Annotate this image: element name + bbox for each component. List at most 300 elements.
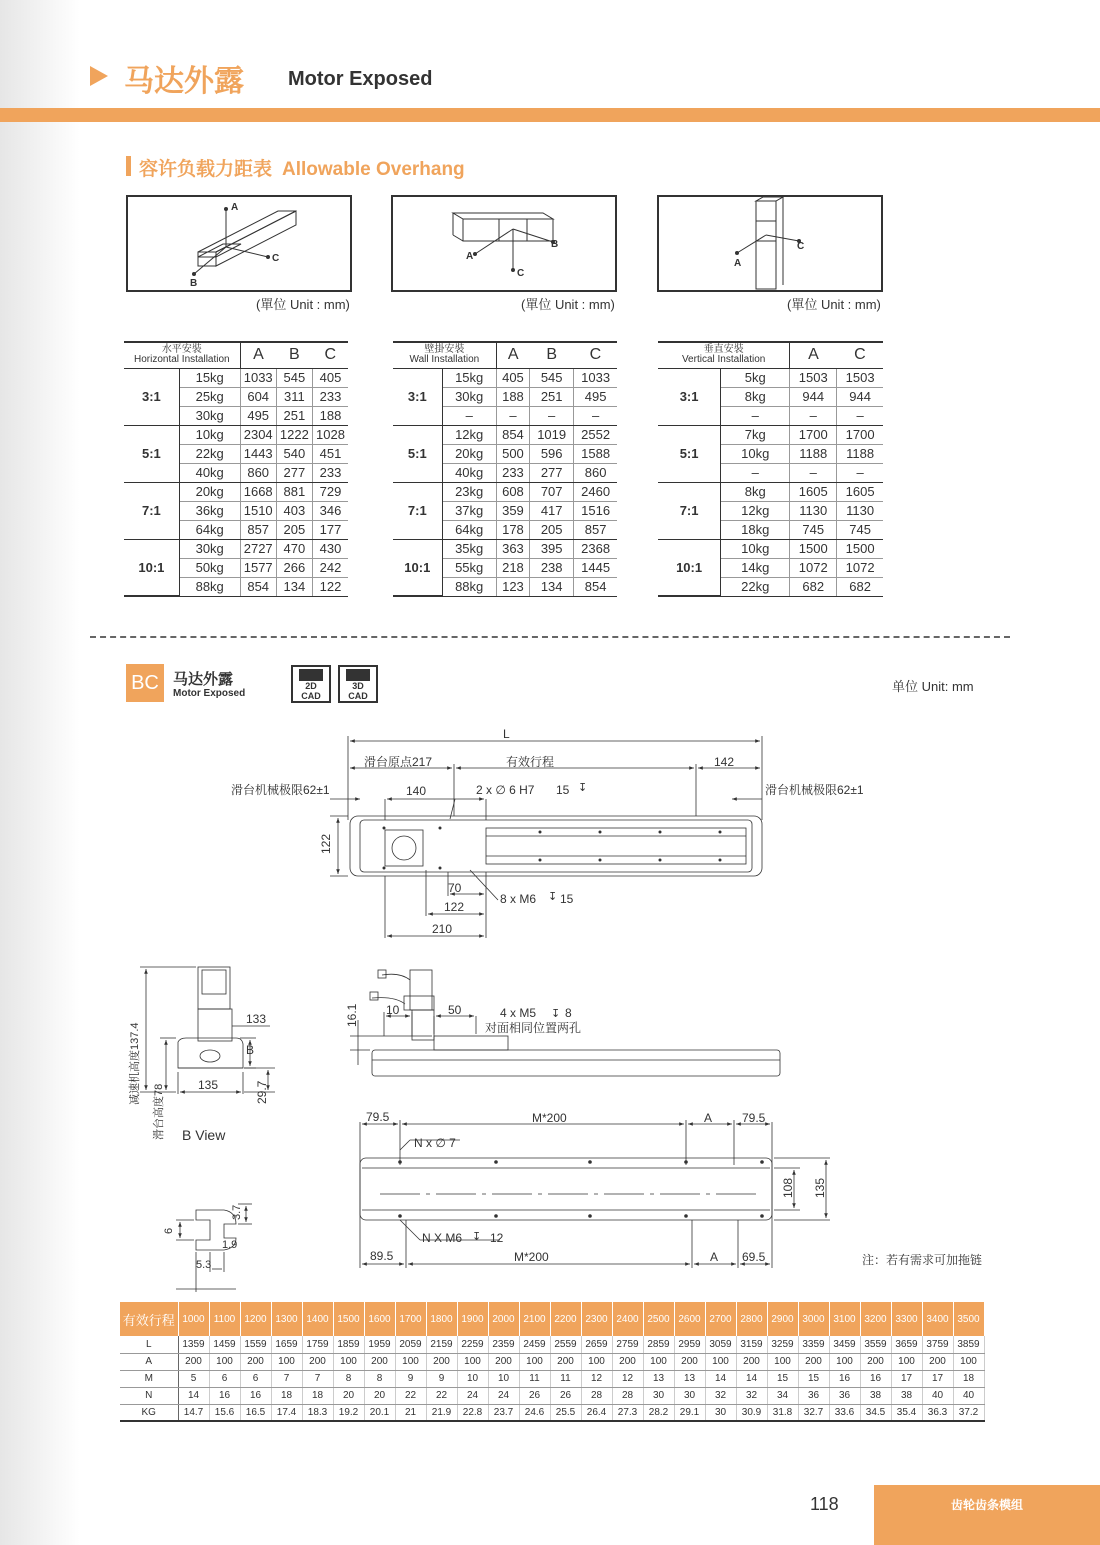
value-cell: 854 (496, 425, 529, 444)
value-cell: 405 (312, 368, 348, 387)
dim-stroke: 有效行程 (506, 755, 555, 769)
value-cell: 1700 (837, 425, 883, 444)
value-cell: 3859 (953, 1336, 984, 1353)
value-cell: 100 (643, 1353, 674, 1370)
value-cell: 2460 (574, 482, 617, 501)
value-cell: 277 (276, 463, 312, 482)
value-cell: – (790, 463, 837, 482)
value-cell: 860 (574, 463, 617, 482)
value-cell: 12 (581, 1370, 612, 1387)
dim-5-3: 5.3 (196, 1259, 212, 1271)
value-cell: 88kg (442, 577, 496, 596)
table-row (393, 539, 617, 558)
value-cell: 17 (922, 1370, 953, 1387)
dim-origin: 滑台原点217 (364, 755, 433, 769)
value-cell: 1445 (574, 558, 617, 577)
value-cell: 18 (271, 1387, 302, 1404)
disk-icon (346, 669, 370, 681)
value-cell: 745 (790, 520, 837, 539)
dim-135-vertical: 135 (813, 1177, 827, 1198)
value-cell: 200 (302, 1353, 333, 1370)
col-header: C (837, 342, 883, 368)
value-cell: 1459 (209, 1336, 240, 1353)
value-cell: 251 (276, 406, 312, 425)
value-cell: 134 (276, 577, 312, 596)
dim-6: 6 (163, 1227, 175, 1234)
section-title-en: Allowable Overhang (282, 159, 465, 180)
value-cell: 20kg (442, 444, 496, 463)
value-cell: 33.6 (829, 1404, 860, 1421)
value-cell: 2559 (550, 1336, 581, 1353)
dim-L: L (503, 727, 510, 741)
value-cell: 2359 (488, 1336, 519, 1353)
cad-2d-button[interactable] (291, 665, 331, 703)
value-cell: 7 (302, 1370, 333, 1387)
stroke-col-header: 2200 (550, 1302, 581, 1336)
value-cell: 200 (488, 1353, 519, 1370)
value-cell: 200 (550, 1353, 581, 1370)
table-row (124, 539, 348, 558)
value-cell: 1188 (790, 444, 837, 463)
row-label: L (120, 1336, 178, 1353)
table-row (120, 1370, 984, 1387)
value-cell: 8 (364, 1370, 395, 1387)
value-cell: 857 (574, 520, 617, 539)
value-cell: 36kg (179, 501, 240, 520)
value-cell: 12 (612, 1370, 643, 1387)
value-cell: 745 (837, 520, 883, 539)
value-cell: 2659 (581, 1336, 612, 1353)
unit-label-1: (單位 Unit : mm) (256, 297, 350, 312)
value-cell: 3759 (922, 1336, 953, 1353)
value-cell: 22 (395, 1387, 426, 1404)
hole-4xm5-note: 对面相同位置两孔 (485, 1021, 582, 1035)
dim-3-7: 3.7 (231, 1204, 243, 1220)
col-header: C (574, 342, 617, 368)
dim-16-1: 16.1 (345, 1003, 359, 1027)
table-row (124, 368, 348, 387)
dim-m200-top: M*200 (532, 1111, 567, 1125)
value-cell: 100 (271, 1353, 302, 1370)
vertical-diagram (657, 195, 883, 292)
value-cell: 34.5 (860, 1404, 891, 1421)
value-cell: 8kg (721, 482, 790, 501)
value-cell: 500 (496, 444, 529, 463)
axis-c-label: C (797, 241, 805, 252)
value-cell: 495 (240, 406, 276, 425)
value-cell: 266 (276, 558, 312, 577)
col-header: B (530, 342, 574, 368)
stroke-col-header: 3100 (829, 1302, 860, 1336)
reducer-height-label: 减速机高度137.4 (129, 1022, 141, 1105)
col-header: C (312, 342, 348, 368)
row-label: A (120, 1353, 178, 1370)
value-cell: 729 (312, 482, 348, 501)
value-cell: 2368 (574, 539, 617, 558)
axis-a-label: A (231, 202, 239, 213)
dim-142: 142 (714, 755, 735, 769)
col-header: B (276, 342, 312, 368)
b-view-label: B View (182, 1127, 226, 1143)
dim-50: 50 (448, 1003, 462, 1017)
vertical-table (658, 341, 883, 597)
value-cell: 200 (178, 1353, 209, 1370)
header-band (0, 108, 1100, 122)
value-cell: 238 (530, 558, 574, 577)
value-cell: 3359 (798, 1336, 829, 1353)
value-cell: 30 (643, 1387, 674, 1404)
value-cell: 100 (705, 1353, 736, 1370)
value-cell: 1668 (240, 482, 276, 501)
value-cell: – (837, 406, 883, 425)
depth-symbol-2: ↧ (548, 891, 558, 903)
value-cell: 32.7 (798, 1404, 829, 1421)
value-cell: 64kg (179, 520, 240, 539)
value-cell: 22kg (179, 444, 240, 463)
value-cell: 18 (302, 1387, 333, 1404)
value-cell: 36 (798, 1387, 829, 1404)
dim-140: 140 (406, 784, 427, 798)
value-cell: 123 (496, 577, 529, 596)
ratio-cell: 10:1 (393, 539, 442, 596)
value-cell: 495 (574, 387, 617, 406)
slide-height-label: 滑台高度78 (153, 1083, 165, 1140)
table-head-installation: 壁掛安裝 Wall Installation (393, 342, 496, 368)
ratio-cell: 3:1 (393, 368, 442, 425)
table-row (124, 425, 348, 444)
value-cell: 27.3 (612, 1404, 643, 1421)
value-cell: 1222 (276, 425, 312, 444)
value-cell: 1700 (790, 425, 837, 444)
horizontal-table (124, 341, 348, 597)
ratio-cell: 3:1 (658, 368, 721, 425)
value-cell: 1359 (178, 1336, 209, 1353)
axis-b-label: B (190, 278, 198, 289)
bc-title-cn: 马达外露 (173, 670, 234, 688)
value-cell: 29.1 (674, 1404, 705, 1421)
value-cell: 854 (240, 577, 276, 596)
value-cell: 1072 (837, 558, 883, 577)
value-cell: 242 (312, 558, 348, 577)
value-cell: 38 (891, 1387, 922, 1404)
value-cell: 14 (705, 1370, 736, 1387)
bc-title-en: Motor Exposed (173, 688, 246, 699)
value-cell: 36.3 (922, 1404, 953, 1421)
value-cell: 200 (674, 1353, 705, 1370)
col-header: A (790, 342, 837, 368)
stroke-col-header: 2400 (612, 1302, 643, 1336)
ratio-cell: 10:1 (658, 539, 721, 596)
note-text: 注：若有需求可加拖链 (862, 1253, 983, 1267)
value-cell: 363 (496, 539, 529, 558)
value-cell: 30 (705, 1404, 736, 1421)
value-cell: 5 (178, 1370, 209, 1387)
value-cell: 1588 (574, 444, 617, 463)
value-cell: 100 (767, 1353, 798, 1370)
value-cell: 18.3 (302, 1404, 333, 1421)
value-cell: 6 (240, 1370, 271, 1387)
dim-79-5-left: 79.5 (366, 1110, 390, 1124)
value-cell: 22kg (721, 577, 790, 596)
value-cell: 25.5 (550, 1404, 581, 1421)
value-cell: 200 (240, 1353, 271, 1370)
cad-3d-sub: CAD (348, 691, 368, 701)
value-cell: 100 (829, 1353, 860, 1370)
table-row (658, 425, 883, 444)
value-cell: 200 (798, 1353, 829, 1370)
value-cell: 3059 (705, 1336, 736, 1353)
page-title-cn: 马达外露 (124, 64, 244, 99)
value-cell: 100 (519, 1353, 550, 1370)
value-cell: 38 (860, 1387, 891, 1404)
value-cell: 10kg (721, 444, 790, 463)
stroke-col-header: 3400 (922, 1302, 953, 1336)
value-cell: 12kg (442, 425, 496, 444)
value-cell: 860 (240, 463, 276, 482)
table-row (120, 1387, 984, 1404)
axis-a-label: A (466, 251, 474, 262)
value-cell: 881 (276, 482, 312, 501)
stroke-col-header: 3200 (860, 1302, 891, 1336)
disk-icon (299, 669, 323, 681)
table-row (393, 482, 617, 501)
stroke-col-header: 2300 (581, 1302, 612, 1336)
value-cell: – (574, 406, 617, 425)
col-header: A (496, 342, 529, 368)
value-cell: 11 (519, 1370, 550, 1387)
value-cell: 7 (271, 1370, 302, 1387)
ratio-cell: 5:1 (658, 425, 721, 482)
value-cell: 417 (530, 501, 574, 520)
row-label: M (120, 1370, 178, 1387)
axis-a-label: A (734, 258, 742, 269)
cad-3d-button[interactable] (338, 665, 378, 703)
ratio-cell: 3:1 (124, 368, 179, 425)
section-divider (90, 636, 1010, 638)
stroke-col-header: 1700 (395, 1302, 426, 1336)
value-cell: 205 (530, 520, 574, 539)
value-cell: 16 (860, 1370, 891, 1387)
table-row (658, 482, 883, 501)
ratio-cell: 5:1 (393, 425, 442, 482)
value-cell: 14 (736, 1370, 767, 1387)
value-cell: 8kg (721, 387, 790, 406)
dim-108: 108 (781, 1177, 795, 1198)
value-cell: 40kg (442, 463, 496, 482)
horizontal-diagram-svg (128, 197, 350, 290)
value-cell: 2959 (674, 1336, 705, 1353)
value-cell: 451 (312, 444, 348, 463)
value-cell: 608 (496, 482, 529, 501)
table-row (124, 482, 348, 501)
value-cell: 277 (530, 463, 574, 482)
value-cell: 24.6 (519, 1404, 550, 1421)
page-number: 118 (810, 1494, 839, 1514)
dim-122-vertical: 122 (319, 833, 333, 854)
wall-diagram-svg (393, 197, 615, 290)
value-cell: – (721, 463, 790, 482)
value-cell: 15kg (442, 368, 496, 387)
value-cell: 596 (530, 444, 574, 463)
value-cell: 16 (240, 1387, 271, 1404)
table-row (120, 1404, 984, 1421)
limit-right-label: 滑台机械极限62±1 (765, 783, 864, 797)
value-cell: 1033 (574, 368, 617, 387)
value-cell: 200 (612, 1353, 643, 1370)
section-marker (126, 156, 131, 176)
value-cell: 1028 (312, 425, 348, 444)
hole-4xm5-depth: 8 (565, 1006, 572, 1020)
value-cell: 3259 (767, 1336, 798, 1353)
value-cell: 1072 (790, 558, 837, 577)
value-cell: 20kg (179, 482, 240, 501)
stroke-header: 有效行程 (120, 1302, 178, 1336)
value-cell: 100 (581, 1353, 612, 1370)
depth-symbol-4: ↧ (472, 1231, 482, 1243)
value-cell: 395 (530, 539, 574, 558)
value-cell: 1188 (837, 444, 883, 463)
value-cell: 188 (312, 406, 348, 425)
cad-2d-sub: CAD (301, 691, 321, 701)
value-cell: 23.7 (488, 1404, 519, 1421)
header-arrow-icon (90, 66, 108, 86)
value-cell: 1503 (837, 368, 883, 387)
stroke-col-header: 2700 (705, 1302, 736, 1336)
value-cell: 88kg (179, 577, 240, 596)
value-cell: 50kg (179, 558, 240, 577)
value-cell: 1510 (240, 501, 276, 520)
value-cell: – (790, 406, 837, 425)
value-cell: 1130 (790, 501, 837, 520)
value-cell: 100 (209, 1353, 240, 1370)
stroke-col-header: 2900 (767, 1302, 798, 1336)
value-cell: 311 (276, 387, 312, 406)
value-cell: 14kg (721, 558, 790, 577)
wall-diagram (391, 195, 617, 292)
value-cell: 200 (860, 1353, 891, 1370)
value-cell: 251 (530, 387, 574, 406)
axis-c-label: C (272, 253, 280, 264)
stroke-col-header: 2500 (643, 1302, 674, 1336)
hole-4xm5-label: 4 x M5 (500, 1006, 537, 1020)
value-cell: – (530, 406, 574, 425)
value-cell: 2304 (240, 425, 276, 444)
dim-79-5-right: 79.5 (742, 1111, 766, 1125)
section-title (139, 154, 465, 181)
stroke-col-header: 1300 (271, 1302, 302, 1336)
row-label: KG (120, 1404, 178, 1421)
dim-10: 10 (386, 1003, 400, 1017)
value-cell: 3659 (891, 1336, 922, 1353)
value-cell: 35.4 (891, 1404, 922, 1421)
value-cell: 36 (829, 1387, 860, 1404)
stroke-table (120, 1302, 985, 1422)
ratio-cell: 5:1 (124, 425, 179, 482)
value-cell: 5kg (721, 368, 790, 387)
value-cell: 707 (530, 482, 574, 501)
col-header: A (240, 342, 276, 368)
stroke-col-header: 1400 (302, 1302, 333, 1336)
value-cell: 10kg (179, 425, 240, 444)
dim-A-top: A (704, 1111, 713, 1125)
stroke-col-header: 3500 (953, 1302, 984, 1336)
value-cell: 14 (178, 1387, 209, 1404)
stroke-col-header: 1600 (364, 1302, 395, 1336)
value-cell: 28.2 (643, 1404, 674, 1421)
value-cell: 17 (891, 1370, 922, 1387)
value-cell: 200 (922, 1353, 953, 1370)
stroke-col-header: 1200 (240, 1302, 271, 1336)
value-cell: 21.9 (426, 1404, 457, 1421)
stroke-col-header: 2600 (674, 1302, 705, 1336)
unit-mm-label: 单位 Unit: mm (892, 679, 974, 694)
vertical-diagram-svg (659, 197, 881, 290)
value-cell: 1443 (240, 444, 276, 463)
table-row (393, 368, 617, 387)
value-cell: 1605 (837, 482, 883, 501)
table-row (393, 425, 617, 444)
value-cell: 205 (276, 520, 312, 539)
value-cell: 405 (496, 368, 529, 387)
value-cell: 15.6 (209, 1404, 240, 1421)
n-m6-depth: 12 (490, 1231, 504, 1245)
table-row (658, 539, 883, 558)
stroke-col-header: 2100 (519, 1302, 550, 1336)
table-row (120, 1353, 984, 1370)
value-cell: 20.1 (364, 1404, 395, 1421)
ratio-cell: 10:1 (124, 539, 179, 596)
value-cell: 233 (312, 463, 348, 482)
value-cell: 200 (364, 1353, 395, 1370)
value-cell: 28 (612, 1387, 643, 1404)
value-cell: 16 (829, 1370, 860, 1387)
dim-122: 122 (444, 900, 465, 914)
stroke-col-header: 2000 (488, 1302, 519, 1336)
value-cell: 3159 (736, 1336, 767, 1353)
value-cell: 15kg (179, 368, 240, 387)
value-cell: 20 (364, 1387, 395, 1404)
value-cell: 122 (312, 577, 348, 596)
cad-2d-label: 2D (305, 681, 317, 691)
dim-70: 70 (448, 881, 462, 895)
table-row (120, 1336, 984, 1353)
value-cell: 359 (496, 501, 529, 520)
value-cell: 18kg (721, 520, 790, 539)
value-cell: 40 (953, 1387, 984, 1404)
value-cell: 26 (519, 1387, 550, 1404)
value-cell: 218 (496, 558, 529, 577)
page-title-en: Motor Exposed (288, 68, 433, 90)
value-cell: 30kg (179, 539, 240, 558)
value-cell: 30kg (179, 406, 240, 425)
value-cell: 1577 (240, 558, 276, 577)
stroke-col-header: 1900 (457, 1302, 488, 1336)
value-cell: 1019 (530, 425, 574, 444)
value-cell: 682 (790, 577, 837, 596)
value-cell: 1859 (333, 1336, 364, 1353)
value-cell: 2759 (612, 1336, 643, 1353)
value-cell: 55kg (442, 558, 496, 577)
dim-133: 133 (246, 1012, 267, 1026)
axis-c-label: C (517, 268, 525, 279)
value-cell: 19.2 (333, 1404, 364, 1421)
footer-band (874, 1485, 1100, 1545)
value-cell: 1500 (790, 539, 837, 558)
value-cell: 6 (209, 1370, 240, 1387)
value-cell: 857 (240, 520, 276, 539)
ratio-cell: 7:1 (124, 482, 179, 539)
section-title-cn: 容许负载力距表 (139, 158, 273, 180)
